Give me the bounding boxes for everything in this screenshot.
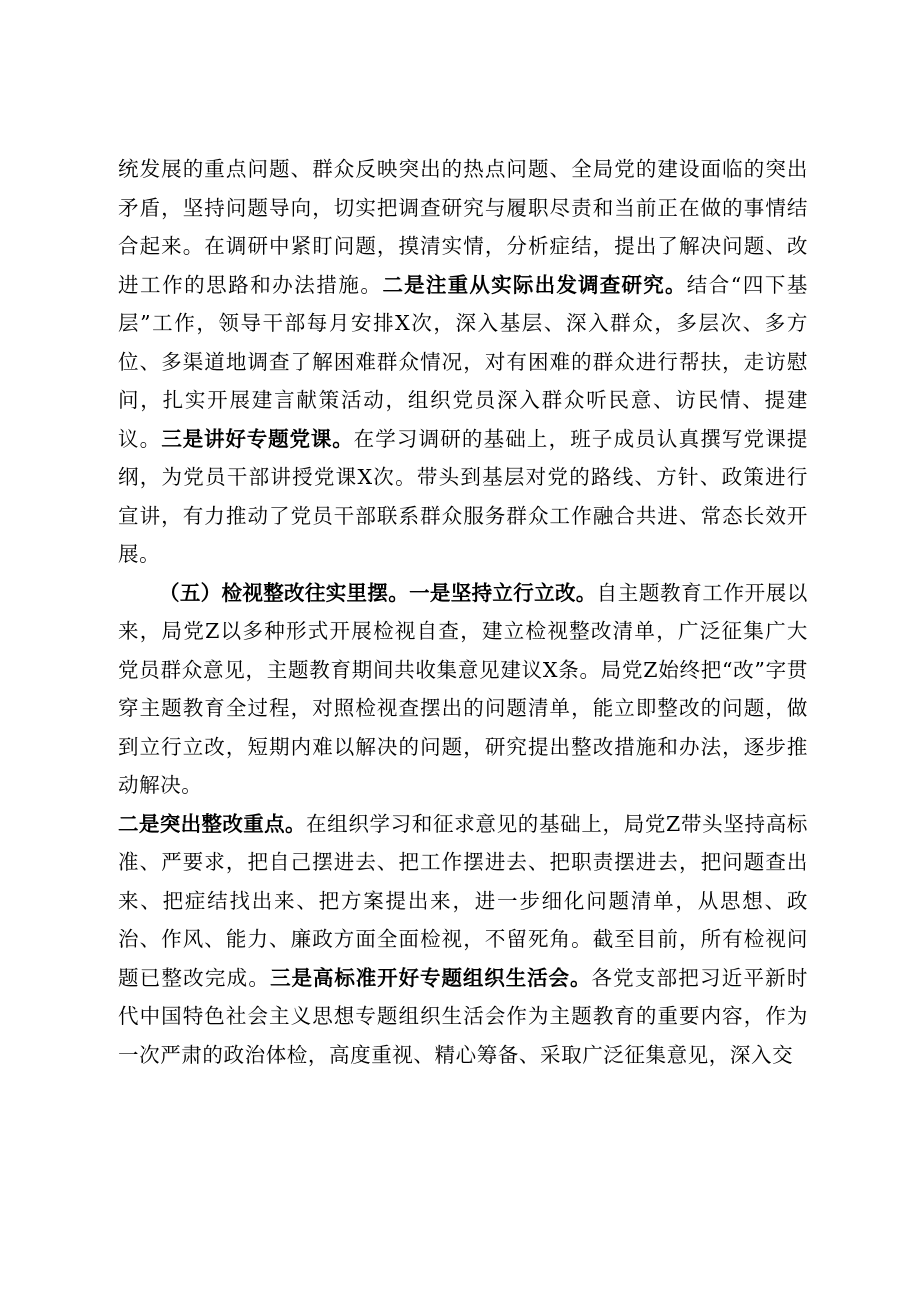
paragraph-1-heading-3: 三是讲好专题党课。 <box>161 426 354 451</box>
paragraph-3-heading-2: 三是高标准开好专题组织生活会。 <box>270 965 592 990</box>
paragraph-3 <box>118 805 808 1075</box>
paragraph-3-heading-1: 二是突出整改重点。 <box>118 811 306 836</box>
paragraph-1-run-1: 统发展的重点问题、群众反映突出的热点问题、全局党的建设面临的突出矛盾，坚持问题导向，切实把调查研究与履职尽责和当前正在做的事情结合起来。在调研中紧盯问题，摸清实情，分析症结，提出了解决问题、改进工作的思路和办法措施。 <box>118 157 808 297</box>
paragraph-3-run-4: 各党支部把习近平新时代中国特色社会主义思想专题组织生活会作为主题教育的重要内容，作为一次严肃的政治体检，高度重视、精心筹备、采取广泛征集意见，深入交 <box>118 965 809 1067</box>
paragraph-1-heading-2: 二是注重从实际出发调查研究。 <box>382 272 687 297</box>
document-page <box>118 150 808 1074</box>
paragraph-1 <box>118 150 808 574</box>
paragraph-2 <box>118 574 808 805</box>
paragraph-2-heading: （五）检视整改往实里摆。一是坚持立行立改。 <box>159 580 597 605</box>
paragraph-1-run-5: 在学习调研的基础上，班子成员认真撰写党课提纲，为党员干部讲授党课X次。带头到基层对党的路线、方针、政策进行宣讲，有力推动了党员干部联系群众服务群众工作融合共进、常态长效开展。 <box>118 426 808 566</box>
paragraph-2-run-2: 自主题教育工作开展以来，局党Z以多种形式开展检视自查，建立检视整改清单，广泛征集广大党员群众意见，主题教育期间共收集意见建议X条。局党Z始终把“改”字贯穿主题教育全过程，对照检视查摆出的问题清单，能立即整改的问题，做到立行立改，短期内难以解决的问题，研究提出整改措施和办法，逐步推动解决。 <box>118 580 808 797</box>
paragraph-3-run-2: 在组织学习和征求意见的基础上，局党Z带头坚持高标准、严要求，把自己摆进去、把工作摆进去、把职责摆进去，把问题查出来、把症结找出来、把方案提出来，进一步细化问题清单，从思想、政治、作风、能力、廉政方面全面检视，不留死角。截至目前，所有检视问题已整改完成。 <box>118 811 808 990</box>
paragraph-1-run-3: 结合“四下基层”工作，领导干部每月安排X次，深入基层、深入群众，多层次、多方位、多渠道地调查了解困难群众情况，对有困难的群众进行帮扶，走访慰问，扎实开展建言献策活动，组织党员深入群众听民意、访民情、提建议。 <box>118 272 808 451</box>
